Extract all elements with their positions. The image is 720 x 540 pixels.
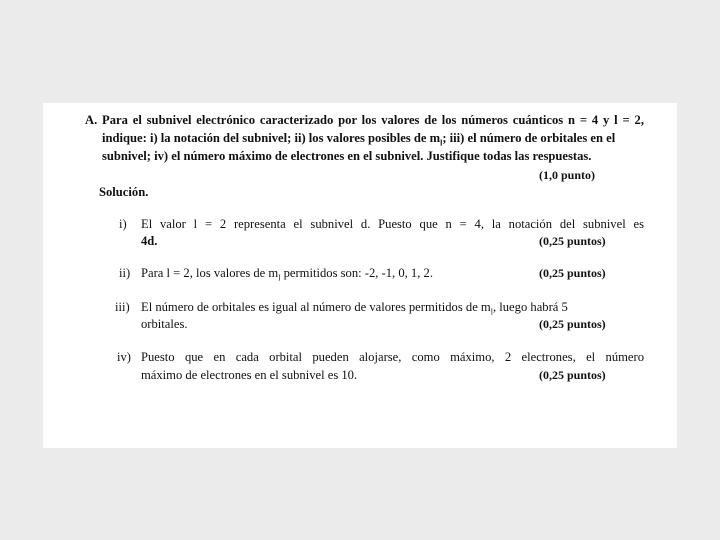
item-ii-points: (0,25 puntos) [539,266,606,280]
item-ii-label: ii) [119,266,131,280]
item-iv-line-1: Puesto que en cada orbital pueden alojarse, como máximo, 2 electrones, el número [141,350,644,364]
item-ii-line-1-a: Para l = 2, los valores de m [141,266,279,280]
item-i-line-2: 4d. [141,234,158,248]
item-i-points: (0,25 puntos) [539,234,606,248]
item-iii-label: iii) [115,300,130,314]
item-iii-line-1 [141,299,644,315]
item-i-line-1: El valor l = 2 representa el subnivel d. Puesto que n = 4, la notación del subnivel es [141,217,644,231]
item-iv-points: (0,25 puntos) [539,368,606,382]
item-ii-line-1-sub: l [278,273,281,283]
item-iv-line-2: máximo de electrones en el subnivel es 10. [141,368,358,382]
problem-line-1: Para el subnivel electrónico caracterizado por los valores de los números cuánticos n = 4 y l = 2, [102,113,644,127]
item-iii-points: (0,25 puntos) [539,317,606,331]
item-iii-line-2: orbitales. [141,317,188,331]
problem-line-2 [102,130,644,146]
item-ii-line-1 [141,265,433,281]
item-i-label: i) [119,217,127,231]
document-page [43,103,677,448]
item-ii-line-1-b: permitidos son: -2, -1, 0, 1, 2. [280,266,433,280]
item-iii-line-1-a: El número de orbitales es igual al número de valores permitidos de m [141,300,491,314]
item-iii-line-1-sub: l [490,307,493,317]
problem-letter: A. [85,113,98,127]
problem-line-2-a: indique: i) la notación del subnivel; ii) los valores posibles de m [102,131,441,145]
item-iv-label: iv) [117,350,131,364]
problem-line-2-b: ; iii) el número de orbitales en el [442,131,616,145]
problem-line-3: subnivel; iv) el número máximo de electrones en el subnivel. Justifique todas las respuestas. [102,149,592,163]
problem-points: (1,0 punto) [539,168,596,182]
solution-heading: Solución. [99,185,149,199]
item-iii-line-1-b: , luego habrá 5 [492,300,568,314]
problem-line-2-sub: l [440,138,443,148]
